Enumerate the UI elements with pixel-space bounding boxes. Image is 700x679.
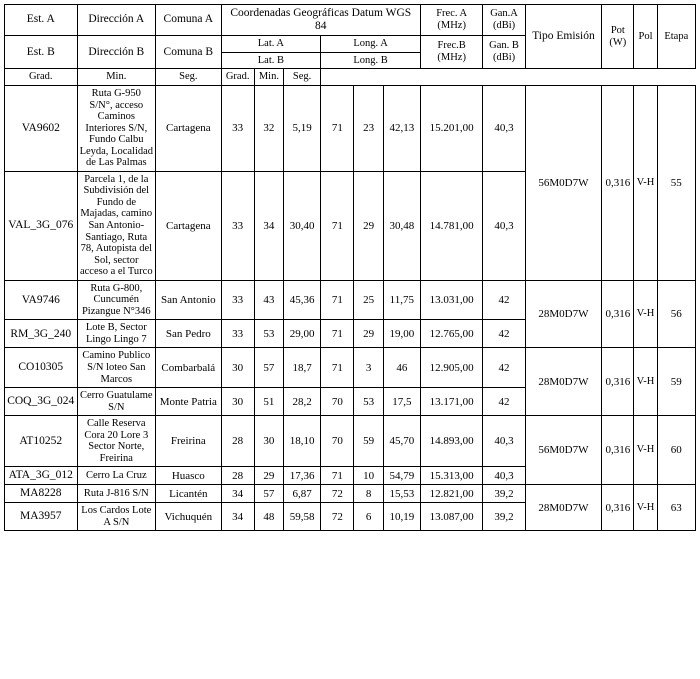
cell-seg1: 5,19 — [283, 86, 320, 172]
cell-grad2: 71 — [321, 86, 354, 172]
cell-pol: V-H — [634, 416, 657, 485]
cell-frec: 15.313,00 — [420, 467, 482, 485]
cell-etapa: 55 — [657, 86, 695, 281]
cell-est: VA9602 — [5, 86, 78, 172]
header-seg-b: Seg. — [283, 69, 320, 86]
cell-frec: 12.905,00 — [420, 348, 482, 388]
header-seg-a: Seg. — [156, 69, 221, 86]
cell-seg1: 29,00 — [283, 320, 320, 348]
cell-com: Vichuquén — [156, 503, 221, 531]
cell-com: San Pedro — [156, 320, 221, 348]
cell-min2: 29 — [354, 320, 383, 348]
cell-com: Huasco — [156, 467, 221, 485]
cell-seg1: 17,36 — [283, 467, 320, 485]
cell-seg1: 59,58 — [283, 503, 320, 531]
header-dir-a: Dirección A — [77, 5, 156, 36]
cell-min1: 51 — [254, 388, 283, 416]
cell-grad2: 71 — [321, 467, 354, 485]
cell-grad1: 33 — [221, 320, 254, 348]
cell-est: CO10305 — [5, 348, 78, 388]
cell-grad1: 33 — [221, 171, 254, 280]
cell-est: MA8228 — [5, 485, 78, 503]
cell-com: Combarbalá — [156, 348, 221, 388]
cell-grad2: 70 — [321, 388, 354, 416]
cell-pol: V-H — [634, 485, 657, 531]
header-com-a: Comuna A — [156, 5, 221, 36]
cell-tipo-emision: 28M0D7W — [525, 348, 602, 416]
cell-est: COQ_3G_024 — [5, 388, 78, 416]
cell-tipo-emision: 56M0D7W — [525, 86, 602, 281]
cell-grad1: 28 — [221, 467, 254, 485]
cell-seg2: 15,53 — [383, 485, 420, 503]
cell-tipo-emision: 56M0D7W — [525, 416, 602, 485]
cell-pot: 0,316 — [602, 86, 634, 281]
cell-frec: 14.893,00 — [420, 416, 482, 467]
header-frec-a: Frec. A (MHz) — [420, 5, 482, 36]
cell-frec: 12.821,00 — [420, 485, 482, 503]
table-header — [5, 5, 696, 86]
cell-min2: 53 — [354, 388, 383, 416]
header-long-a: Long. A — [321, 35, 421, 52]
cell-etapa: 63 — [657, 485, 695, 531]
cell-pol: V-H — [634, 86, 657, 281]
cell-min2: 6 — [354, 503, 383, 531]
cell-est: RM_3G_240 — [5, 320, 78, 348]
cell-seg2: 10,19 — [383, 503, 420, 531]
cell-dir: Calle Reserva Cora 20 Lore 3 Sector Norte, Freirina — [77, 416, 156, 467]
cell-gan: 39,2 — [483, 485, 525, 503]
cell-com: Monte Patria — [156, 388, 221, 416]
cell-grad2: 72 — [321, 485, 354, 503]
cell-dir: Los Cardos Lote A S/N — [77, 503, 156, 531]
cell-grad1: 33 — [221, 86, 254, 172]
header-est-a: Est. A — [5, 5, 78, 36]
cell-seg2: 11,75 — [383, 280, 420, 320]
cell-frec: 14.781,00 — [420, 171, 482, 280]
cell-frec: 15.201,00 — [420, 86, 482, 172]
cell-tipo-emision: 28M0D7W — [525, 280, 602, 348]
cell-gan: 42 — [483, 280, 525, 320]
header-dir-b: Dirección B — [77, 35, 156, 69]
cell-min1: 43 — [254, 280, 283, 320]
cell-com: Freirina — [156, 416, 221, 467]
table-row — [5, 280, 696, 320]
cell-min1: 57 — [254, 485, 283, 503]
cell-seg1: 18,10 — [283, 416, 320, 467]
cell-seg2: 30,48 — [383, 171, 420, 280]
table-body — [5, 86, 696, 531]
header-gan-b: Gan. B (dBi) — [483, 35, 525, 69]
cell-frec: 13.031,00 — [420, 280, 482, 320]
header-gan-a: Gan.A (dBi) — [483, 5, 525, 36]
cell-grad2: 72 — [321, 503, 354, 531]
cell-grad2: 71 — [321, 348, 354, 388]
cell-dir: Ruta J-816 S/N — [77, 485, 156, 503]
cell-dir: Cerro Guatulame S/N — [77, 388, 156, 416]
cell-est: VAL_3G_076 — [5, 171, 78, 280]
cell-pot: 0,316 — [602, 280, 634, 348]
cell-com: Cartagena — [156, 86, 221, 172]
cell-gan: 42 — [483, 388, 525, 416]
cell-est: ATA_3G_012 — [5, 467, 78, 485]
cell-seg2: 42,13 — [383, 86, 420, 172]
header-tipo-emision: Tipo Emisión — [525, 5, 602, 69]
header-frec-b: Frec.B (MHz) — [420, 35, 482, 69]
cell-seg2: 46 — [383, 348, 420, 388]
cell-grad2: 71 — [321, 320, 354, 348]
cell-min1: 48 — [254, 503, 283, 531]
table-row — [5, 485, 696, 503]
cell-etapa: 59 — [657, 348, 695, 416]
header-min-a: Min. — [77, 69, 156, 86]
header-min-b: Min. — [254, 69, 283, 86]
table-row — [5, 86, 696, 172]
cell-grad1: 28 — [221, 416, 254, 467]
cell-com: Cartagena — [156, 171, 221, 280]
header-lat-b: Lat. B — [221, 52, 321, 69]
header-grad-a: Grad. — [5, 69, 78, 86]
cell-dir: Lote B, Sector Lingo Lingo 7 — [77, 320, 156, 348]
cell-dir: Cerro La Cruz — [77, 467, 156, 485]
cell-min1: 30 — [254, 416, 283, 467]
cell-grad1: 30 — [221, 388, 254, 416]
cell-dir: Camino Publico S/N loteo San Marcos — [77, 348, 156, 388]
cell-seg1: 18,7 — [283, 348, 320, 388]
cell-com: Licantén — [156, 485, 221, 503]
cell-seg2: 19,00 — [383, 320, 420, 348]
cell-gan: 42 — [483, 348, 525, 388]
cell-seg1: 30,40 — [283, 171, 320, 280]
cell-dir: Ruta G-950 S/N°, acceso Caminos Interiores S/N, Fundo Calbu Leyda, Localidad de Las Palmas — [77, 86, 156, 172]
cell-grad1: 34 — [221, 503, 254, 531]
cell-pot: 0,316 — [602, 416, 634, 485]
cell-seg2: 54,79 — [383, 467, 420, 485]
cell-min1: 32 — [254, 86, 283, 172]
cell-min1: 29 — [254, 467, 283, 485]
cell-pot: 0,316 — [602, 485, 634, 531]
cell-etapa: 56 — [657, 280, 695, 348]
header-pol: Pol — [634, 5, 657, 69]
cell-frec: 12.765,00 — [420, 320, 482, 348]
cell-com: San Antonio — [156, 280, 221, 320]
cell-grad2: 71 — [321, 280, 354, 320]
cell-gan: 40,3 — [483, 86, 525, 172]
cell-gan: 39,2 — [483, 503, 525, 531]
cell-grad1: 30 — [221, 348, 254, 388]
cell-dir: Parcela 1, de la Subdivisión del Fundo de Majadas, camino San Antonio-Santiago, Ruta 78, Autopista del Sol, sector acceso a el Turco — [77, 171, 156, 280]
cell-min2: 10 — [354, 467, 383, 485]
cell-pol: V-H — [634, 348, 657, 416]
cell-min1: 57 — [254, 348, 283, 388]
cell-est: VA9746 — [5, 280, 78, 320]
header-long-b: Long. B — [321, 52, 421, 69]
cell-gan: 40,3 — [483, 467, 525, 485]
cell-grad2: 70 — [321, 416, 354, 467]
cell-grad2: 71 — [321, 171, 354, 280]
cell-min2: 23 — [354, 86, 383, 172]
header-etapa: Etapa — [657, 5, 695, 69]
cell-seg1: 28,2 — [283, 388, 320, 416]
cell-frec: 13.087,00 — [420, 503, 482, 531]
header-grad-b: Grad. — [221, 69, 254, 86]
cell-min1: 34 — [254, 171, 283, 280]
cell-grad1: 33 — [221, 280, 254, 320]
cell-min2: 25 — [354, 280, 383, 320]
cell-min2: 3 — [354, 348, 383, 388]
cell-seg2: 45,70 — [383, 416, 420, 467]
table-row — [5, 348, 696, 388]
cell-gan: 42 — [483, 320, 525, 348]
cell-etapa: 60 — [657, 416, 695, 485]
cell-grad1: 34 — [221, 485, 254, 503]
table-row — [5, 416, 696, 467]
header-row-1 — [5, 5, 696, 36]
cell-dir: Ruta G-800, Cuncumén Pizangue N°346 — [77, 280, 156, 320]
header-com-b: Comuna B — [156, 35, 221, 69]
cell-est: AT10252 — [5, 416, 78, 467]
cell-gan: 40,3 — [483, 171, 525, 280]
header-est-b: Est. B — [5, 35, 78, 69]
cell-seg1: 6,87 — [283, 485, 320, 503]
cell-min2: 8 — [354, 485, 383, 503]
cell-seg2: 17,5 — [383, 388, 420, 416]
cell-est: MA3957 — [5, 503, 78, 531]
header-pot: Pot (W) — [602, 5, 634, 69]
header-row-4 — [5, 69, 696, 86]
header-lat-a: Lat. A — [221, 35, 321, 52]
cell-min1: 53 — [254, 320, 283, 348]
cell-min2: 29 — [354, 171, 383, 280]
cell-min2: 59 — [354, 416, 383, 467]
cell-pot: 0,316 — [602, 348, 634, 416]
cell-gan: 40,3 — [483, 416, 525, 467]
cell-tipo-emision: 28M0D7W — [525, 485, 602, 531]
cell-frec: 13.171,00 — [420, 388, 482, 416]
radio-links-table — [4, 4, 696, 531]
cell-pol: V-H — [634, 280, 657, 348]
header-coordenadas: Coordenadas Geográficas Datum WGS 84 — [221, 5, 420, 36]
cell-seg1: 45,36 — [283, 280, 320, 320]
